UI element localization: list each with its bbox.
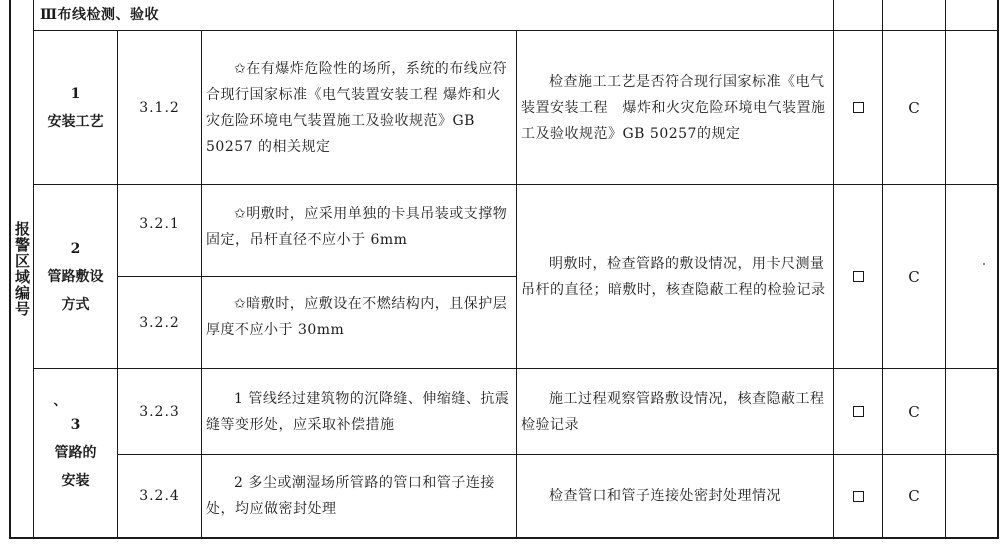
method-cell <box>521 455 829 537</box>
item-label: 2 管路敷设 方式 <box>47 240 104 313</box>
requirement-text: ✩暗敷时，应敷设在不燃结构内，且保护层厚度不应小于 30mm <box>206 296 508 338</box>
clause-number: 3.2.3 <box>139 403 180 420</box>
item-mark: 、 <box>53 394 67 409</box>
item-mark-cell <box>52 393 68 411</box>
clause-cell <box>118 277 201 368</box>
requirement-text: ✩明敷时，应采用单独的卡具吊装或支撑物固定，吊杆直径不应小于 6mm <box>206 206 508 248</box>
grade-cell <box>883 369 945 454</box>
clause-number: 3.2.4 <box>139 488 180 504</box>
item-cell-pipe-laying <box>34 185 117 368</box>
method-text: 检查管口和管子连接处密封处理情况 <box>549 488 781 504</box>
requirement-text: 1 管线经过建筑物的沉降缝、伸缩缝、抗震缝等变形处，应采取补偿措施 <box>206 390 510 433</box>
section-title-cell <box>40 0 820 30</box>
check-box[interactable] <box>853 102 864 113</box>
grade-cell <box>883 455 945 537</box>
clause-number: 3.2.2 <box>139 314 180 331</box>
method-cell <box>521 31 829 184</box>
check-box[interactable] <box>853 406 864 417</box>
method-cell <box>521 369 829 454</box>
column-divider <box>516 30 517 538</box>
checkbox-cell[interactable] <box>834 455 882 537</box>
method-text: 明敷时，检查管路的敷设情况，用卡尺测量吊杆的直径；暗敷时，核查隐蔽工程的检验记录 <box>521 255 826 298</box>
clause-number: 3.1.2 <box>139 99 180 116</box>
table-border-right <box>997 0 999 538</box>
clause-cell <box>118 31 201 184</box>
requirement-cell <box>206 455 512 537</box>
item-label: 1 安装工艺 <box>47 85 104 130</box>
item-cell-installation <box>34 31 117 184</box>
item-cell-pipe-installation <box>34 369 117 537</box>
column-divider <box>201 30 202 538</box>
side-label-cell <box>11 0 33 538</box>
method-text: 施工过程观察管路敷设情况，核查隐蔽工程检验记录 <box>521 390 825 433</box>
check-box[interactable] <box>853 271 864 282</box>
checkbox-cell[interactable] <box>834 31 882 184</box>
area-number-label: 报警区域编号 <box>13 221 31 317</box>
grade-cell <box>883 31 945 184</box>
method-text: 检查施工工艺是否符合现行国家标准《电气装置安装工程 爆炸和火灾危险环境电气装置施工及验收规范》GB 50257的规定 <box>521 73 826 142</box>
column-divider <box>945 0 946 538</box>
section-title: Ⅲ布线检测、验收 <box>40 7 160 23</box>
grade-cell <box>883 185 945 368</box>
requirement-cell <box>206 369 512 454</box>
item-label: 3 管路的 安装 <box>54 417 97 489</box>
requirement-cell <box>206 31 512 184</box>
requirement-cell <box>206 277 512 368</box>
scan-speck <box>983 263 985 265</box>
grade-label: C <box>908 267 920 286</box>
check-box[interactable] <box>853 491 864 502</box>
clause-cell <box>118 455 201 537</box>
grade-label: C <box>908 402 920 421</box>
grade-label: C <box>908 487 920 505</box>
grade-label: C <box>908 98 920 117</box>
clause-cell <box>118 185 201 276</box>
checkbox-cell[interactable] <box>834 369 882 454</box>
clause-number: 3.2.1 <box>139 216 180 232</box>
requirement-text: 2 多尘或潮湿场所管路的管口和管子连接处，均应做密封处理 <box>206 475 495 517</box>
checkbox-cell[interactable] <box>834 185 882 368</box>
requirement-cell <box>206 185 512 276</box>
method-cell <box>521 185 829 368</box>
clause-cell <box>118 369 201 454</box>
table-border-bottom <box>9 537 999 539</box>
requirement-text: ✩在有爆炸危险性的场所，系统的布线应符合现行国家标准《电气装置安装工程 爆炸和火灾危险环境电气装置施工及验收规范》GB 50257 的相关规定 <box>206 60 508 155</box>
